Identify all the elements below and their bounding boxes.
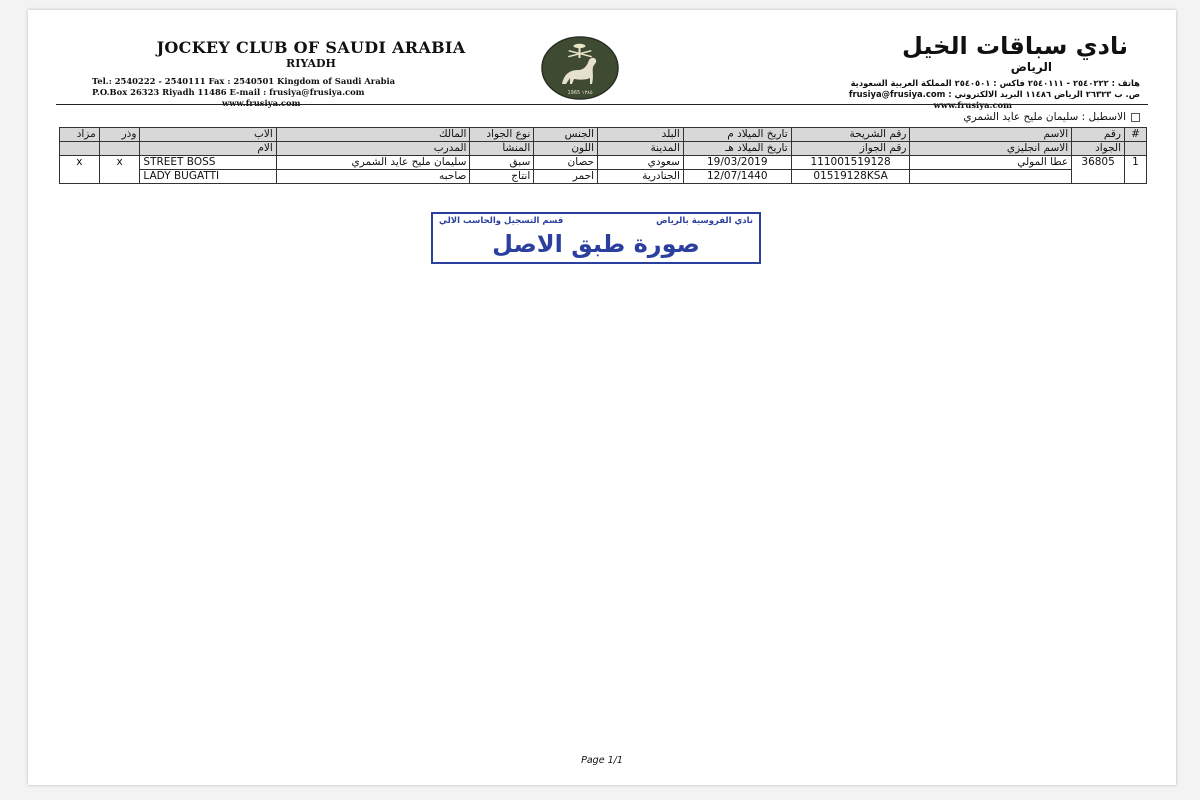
stamp-header [439, 216, 753, 228]
cell-city: الجنادرية [598, 170, 684, 184]
cell-trainer: صاحبه [276, 170, 470, 184]
website-english: www.frusiya.com [222, 98, 301, 108]
cell-horse-type: سبق [470, 156, 534, 170]
col-header-horse-no-2: الجواد [1072, 142, 1125, 156]
table-header-row-2 [60, 142, 1147, 156]
cell-name: عطا المولي [910, 156, 1072, 170]
cell-origin: انتاج [470, 170, 534, 184]
contact-english-line-1: Tel.: 2540222 - 2540111 Fax : 2540501 Kingdom of Saudi Arabia [92, 76, 396, 86]
cell-wathr: x [99, 156, 140, 184]
contact-english-line-2: P.O.Box 26323 Riyadh 11486 E-mail : frusiya@frusiya.com [92, 87, 365, 97]
club-city-arabic: الرياض [1010, 60, 1052, 74]
cell-auction: x [60, 156, 100, 184]
col-header-sire: الاب [140, 128, 276, 142]
col-header-empty-3 [60, 142, 100, 156]
letterhead [56, 18, 1148, 110]
col-header-number: # [1125, 128, 1147, 142]
document-page [28, 10, 1176, 785]
cell-sex: حصان [534, 156, 598, 170]
col-header-chip: رقم الشريحة [791, 128, 910, 142]
col-header-dob-hijri: تاريخ الميلاد هـ [683, 142, 791, 156]
cell-dob-hijri: 12/07/1440 [683, 170, 791, 184]
col-header-wathr: وذر [99, 128, 140, 142]
col-header-auction: مزاد [60, 128, 100, 142]
col-header-color: اللون [534, 142, 598, 156]
table-row [60, 156, 1147, 170]
col-header-name: الاسم [910, 128, 1072, 142]
true-copy-stamp [431, 212, 761, 264]
letterhead-english [92, 38, 522, 109]
stable-owner-line [963, 111, 1140, 123]
cell-chip: 111001519128 [791, 156, 910, 170]
cell-country: سعودي [598, 156, 684, 170]
col-header-horse-no: رقم [1072, 128, 1125, 142]
contact-arabic-line-2: ص. ب ٢٦٣٢٣ الرياض ١١٤٨٦ البريد الالكتروني : frusiya@frusiya.com [848, 89, 1140, 99]
col-header-country: البلد [598, 128, 684, 142]
stamp-department-text: قسم التسجيل والحاسب الالي [439, 216, 564, 226]
logo-year-text: 1965 ١٣٨٥ [567, 90, 593, 96]
cell-number: 1 [1125, 156, 1147, 184]
website-arabic-side: www.frusiya.com [933, 100, 1012, 110]
col-header-empty [1125, 142, 1147, 156]
col-header-dob: تاريخ الميلاد م [683, 128, 791, 142]
col-header-origin: المنشأ [470, 142, 534, 156]
stamp-main-text: صورة طبق الاصل [492, 230, 700, 258]
col-header-trainer: المدرب [276, 142, 470, 156]
jockey-club-logo [540, 36, 620, 100]
cell-horse-no: 36805 [1072, 156, 1125, 184]
header-divider [56, 104, 1148, 105]
col-header-empty-2 [99, 142, 140, 156]
stamp-club-text: نادي الفروسية بالرياض [656, 216, 753, 226]
col-header-city: المدينة [598, 142, 684, 156]
club-name-english: JOCKEY CLUB OF SAUDI ARABIA [156, 38, 466, 57]
cell-color: احمر [534, 170, 598, 184]
cell-owner: سليمان مليح عايد الشمري [276, 156, 470, 170]
club-city-english: RIYADH [286, 57, 336, 70]
stable-owner-text: الاسطبل : سليمان مليح عايد الشمري [963, 111, 1126, 123]
col-header-dam: الام [140, 142, 276, 156]
col-header-owner: المالك [276, 128, 470, 142]
table-header-row-1 [60, 128, 1147, 142]
col-header-passport: رقم الجواز [791, 142, 910, 156]
cell-sire: STREET BOSS [140, 156, 276, 170]
cell-english-name [910, 170, 1072, 184]
col-header-sex: الجنس [534, 128, 598, 142]
page-number: Page 1/1 [581, 755, 623, 766]
contact-arabic-line-1: هاتف : ٢٥٤٠٢٢٢ - ٢٥٤٠١١١ فاكس : ٢٥٤٠٥٠١ المملكة العربية السعودية [850, 78, 1140, 88]
cell-dam: LADY BUGATTI [140, 170, 276, 184]
contact-arabic [720, 78, 1140, 111]
horses-table [59, 127, 1147, 184]
cell-dob: 19/03/2019 [683, 156, 791, 170]
cell-passport: 01519128KSA [791, 170, 910, 184]
table-row-secondary [60, 170, 1147, 184]
club-name-arabic: نادي سباقات الخيل [901, 32, 1128, 60]
letterhead-arabic [720, 32, 1140, 111]
col-header-horse-type: نوع الجواد [470, 128, 534, 142]
checkbox-icon [1131, 113, 1140, 122]
col-header-english-name: الاسم انجليزي [910, 142, 1072, 156]
